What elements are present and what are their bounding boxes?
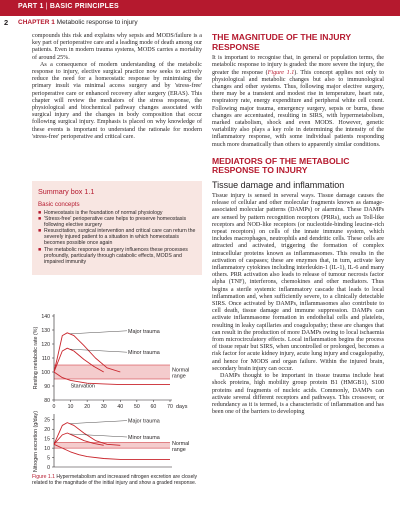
summary-item bbox=[38, 247, 198, 265]
y-axis-label: Nitrogen excretion (g/day) bbox=[33, 411, 39, 472]
normal-range-label: range bbox=[172, 373, 186, 380]
series-leader bbox=[70, 349, 127, 352]
x-tick-label: 60 bbox=[150, 404, 157, 410]
summary-item-text: Homeostasis is the foundation of normal physiology bbox=[44, 210, 163, 216]
summary-box bbox=[32, 181, 202, 275]
left-column bbox=[32, 33, 202, 141]
y-tick-label: 80 bbox=[44, 397, 50, 404]
figure-caption bbox=[32, 474, 202, 486]
bullet-icon: ■ bbox=[38, 216, 42, 223]
summary-item-text: 'Stress-free' perioperative care helps to preserve homeostasis following elective surgery bbox=[44, 216, 187, 229]
figure-link[interactable]: Figure 1.1 bbox=[267, 69, 295, 76]
series-leader bbox=[70, 421, 127, 424]
summary-subtitle: Basic concepts bbox=[38, 201, 80, 208]
y-tick-label: 100 bbox=[41, 369, 50, 376]
y-tick-label: 20 bbox=[44, 427, 50, 434]
y-tick-label: 15 bbox=[44, 436, 50, 443]
part-label: PART 1 bbox=[18, 3, 44, 10]
y-axis-label: Resting metabolic rate (%) bbox=[33, 326, 39, 390]
normal-range-band bbox=[54, 442, 170, 448]
summary-title: Summary box 1.1 bbox=[38, 187, 95, 196]
series-label: Minor trauma bbox=[128, 350, 160, 357]
subsection-title: Tissue damage and inflammation bbox=[212, 180, 345, 191]
summary-item bbox=[38, 228, 198, 246]
part-name: BASIC PRINCIPLES bbox=[49, 3, 119, 10]
section-title: MEDIATORS OF THE METABOLIC RESPONSE TO INJURY bbox=[212, 155, 350, 176]
chapter-title bbox=[18, 19, 138, 26]
summary-item-text: The metabolic response to surgery influences these processes profoundly, particularly through catabolic effects, MODS and impaired immunity bbox=[44, 246, 188, 265]
y-tick-label: 130 bbox=[41, 327, 50, 334]
caption-label: Figure 1.1 bbox=[32, 474, 55, 480]
series-label: Major trauma bbox=[128, 328, 160, 335]
chapter-name: Metabolic response to injury bbox=[56, 19, 138, 26]
caption-text: Hypermetabolism and increased nitrogen excretion are closely related to the magnitude of the initial injury and show a graded response. bbox=[32, 474, 198, 487]
normal-range-band bbox=[54, 365, 170, 379]
series-label: Minor trauma bbox=[128, 435, 160, 441]
x-tick-label: 30 bbox=[100, 404, 107, 410]
body-paragraph: As a consequence of modern understanding of the metabolic response to injury, elective surgical practice now seeks to actively reduce the need for a homeostatic response by minimising the primary insult via minimal access surgery and by 'stress-free' perioperative care or enhanced recovery after surgery (ERAS). This chapter will review the mediators of the stress response, the physiological and biochemical pathway changes associated with surgical injury and the changes in body composition that occur following surgical injury. Emphasis is placed on why knowledge of these events is important to understand the rationale for modern 'stress-free' perioperative and critical care. bbox=[32, 61, 202, 140]
normal-range-label: range bbox=[172, 446, 186, 453]
x-tick-label: 40 bbox=[117, 404, 124, 410]
figure-1-1 bbox=[32, 312, 202, 472]
running-header bbox=[0, 0, 400, 29]
y-tick-label: 120 bbox=[41, 341, 50, 348]
normal-range-label: Normal bbox=[172, 440, 190, 447]
body-paragraph: Tissue injury is sensed in several ways. Tissue damage causes the release of cellular and other molecular fragments known as damage-associated molecular patterns (DAMPs) or alarmins. These DAMPs are sensed by pattern recognition receptors (PRRs), such as Toll-like receptors and NOD-like receptors (or nucleotide-binding leucine-rich repeat receptors) on cells of the innate immune system, which includes macrophages, neutrophils and dendritic cells. These cells are attracted and activated, triggering the formation of complex intracellular proteins known as inflammasomes. This results in the activation of caspases; these are enzymes that, in turn, activate key inflammatory cytokines including interleukin-1 (IL-1), IL-6 and many others. PRR activation also leads to release of tumour necrosis factor alpha (TNF), interferons, chemokines and other mediators. Thus begins a sterile systemic inflammatory cascade that leads to local inflammation and, when sufficiently severe, to a clinically detectable SIRS. Once activated by DAMPs, inflammasomes also contribute to cell death, tissue damage and immune suppression. DAMPs can activate inflammasome formation in endothelial cells and platelets, resulting in leaky capillaries and coagulopathy; these are changes that can result in the production of more DAMPs owing to local ischaemia from microcirculatory effects. Local inflammation begins the process of tissue repair but SIRS, when uncontrolled or prolonged, becomes a risk factor for acute kidney injury, acute lung injury and coagulopathy, and hence for MODS and organ failure. Within the injured brain, secondary brain injury can occur. bbox=[212, 193, 384, 372]
x-axis-label: days bbox=[176, 404, 188, 410]
body-paragraph bbox=[212, 55, 384, 149]
text-run: It is important to recognise that, in general or population terms, the metabolic response to injury is graded: the more severe the injury, the greater the response ( bbox=[212, 55, 384, 76]
summary-item-text: Resuscitation, surgical intervention and critical care can return the severely injured patient to a situation in which homeostasis becomes possible once again bbox=[44, 228, 196, 247]
summary-list bbox=[38, 210, 198, 265]
body-paragraph: DAMPs thought to be important in tissue trauma include heat shock proteins, high mobility group protein B1 (HMGB1), S100 proteins and fragments of nucleic acids. Commonly, DAMPs can activate several different receptors and pathways. This crossover, or redundancy as it is termed, is a characteristic of inflammation and has been one of the barriers to developing bbox=[212, 373, 384, 416]
y-tick-label: 110 bbox=[41, 355, 50, 362]
x-tick-label: 0 bbox=[52, 404, 56, 410]
section-title: THE MAGNITUDE OF THE INJURY RESPONSE bbox=[212, 32, 351, 52]
bullet-icon: ■ bbox=[38, 228, 42, 235]
x-tick-label: 50 bbox=[133, 404, 140, 410]
series-label: Major trauma bbox=[128, 418, 160, 425]
y-tick-label: 90 bbox=[44, 383, 50, 390]
summary-item bbox=[38, 216, 198, 228]
y-tick-label: 0 bbox=[47, 464, 50, 471]
right-column bbox=[212, 33, 384, 416]
text-run: ). This concept applies not only to physiological and metabolic changes but also to immunological changes and other systems. Thus, following major elective surgery, there may be a transient and modest rise in temperature, heart rate, respiratory rate, energy expenditure and peripheral white cell count. Following major trauma, emergency surgery, sepsis or burns, these changes are accentuated, resulting in SIRS, with hypermetabolism, marked catabolism, shock and even MODS. However, genetic variability also plays a key role in determining the intensity of the inflammatory response, with some individual patients responding much more dramatically than others to apparently similar conditions. bbox=[212, 69, 384, 148]
chapter-label: CHAPTER 1 bbox=[18, 19, 55, 26]
series-leader bbox=[70, 434, 127, 437]
bullet-icon: ■ bbox=[38, 210, 42, 216]
x-tick-label: 10 bbox=[67, 404, 74, 410]
figure-svg bbox=[32, 312, 202, 472]
y-tick-label: 140 bbox=[41, 313, 50, 320]
normal-range-label: Normal bbox=[172, 367, 190, 374]
y-tick-label: 10 bbox=[44, 445, 50, 452]
x-tick-label: 70 bbox=[167, 404, 173, 410]
part-title: PART 1 | BASIC PRINCIPLES bbox=[18, 3, 119, 10]
y-tick-label: 5 bbox=[47, 455, 50, 462]
page-number: 2 bbox=[4, 18, 9, 27]
body-paragraph: compounds this risk and explains why sepsis and MODS/failure is a key part of perioperative care and a leading mode of death among our patients. Even in modern trauma systems, MODS carries a mortality of around 25%. bbox=[32, 33, 202, 61]
y-tick-label: 25 bbox=[44, 417, 50, 424]
x-tick-label: 20 bbox=[84, 404, 91, 410]
bullet-icon: ■ bbox=[38, 246, 42, 253]
series-label: Starvation bbox=[70, 383, 95, 390]
series-leader bbox=[70, 331, 127, 334]
